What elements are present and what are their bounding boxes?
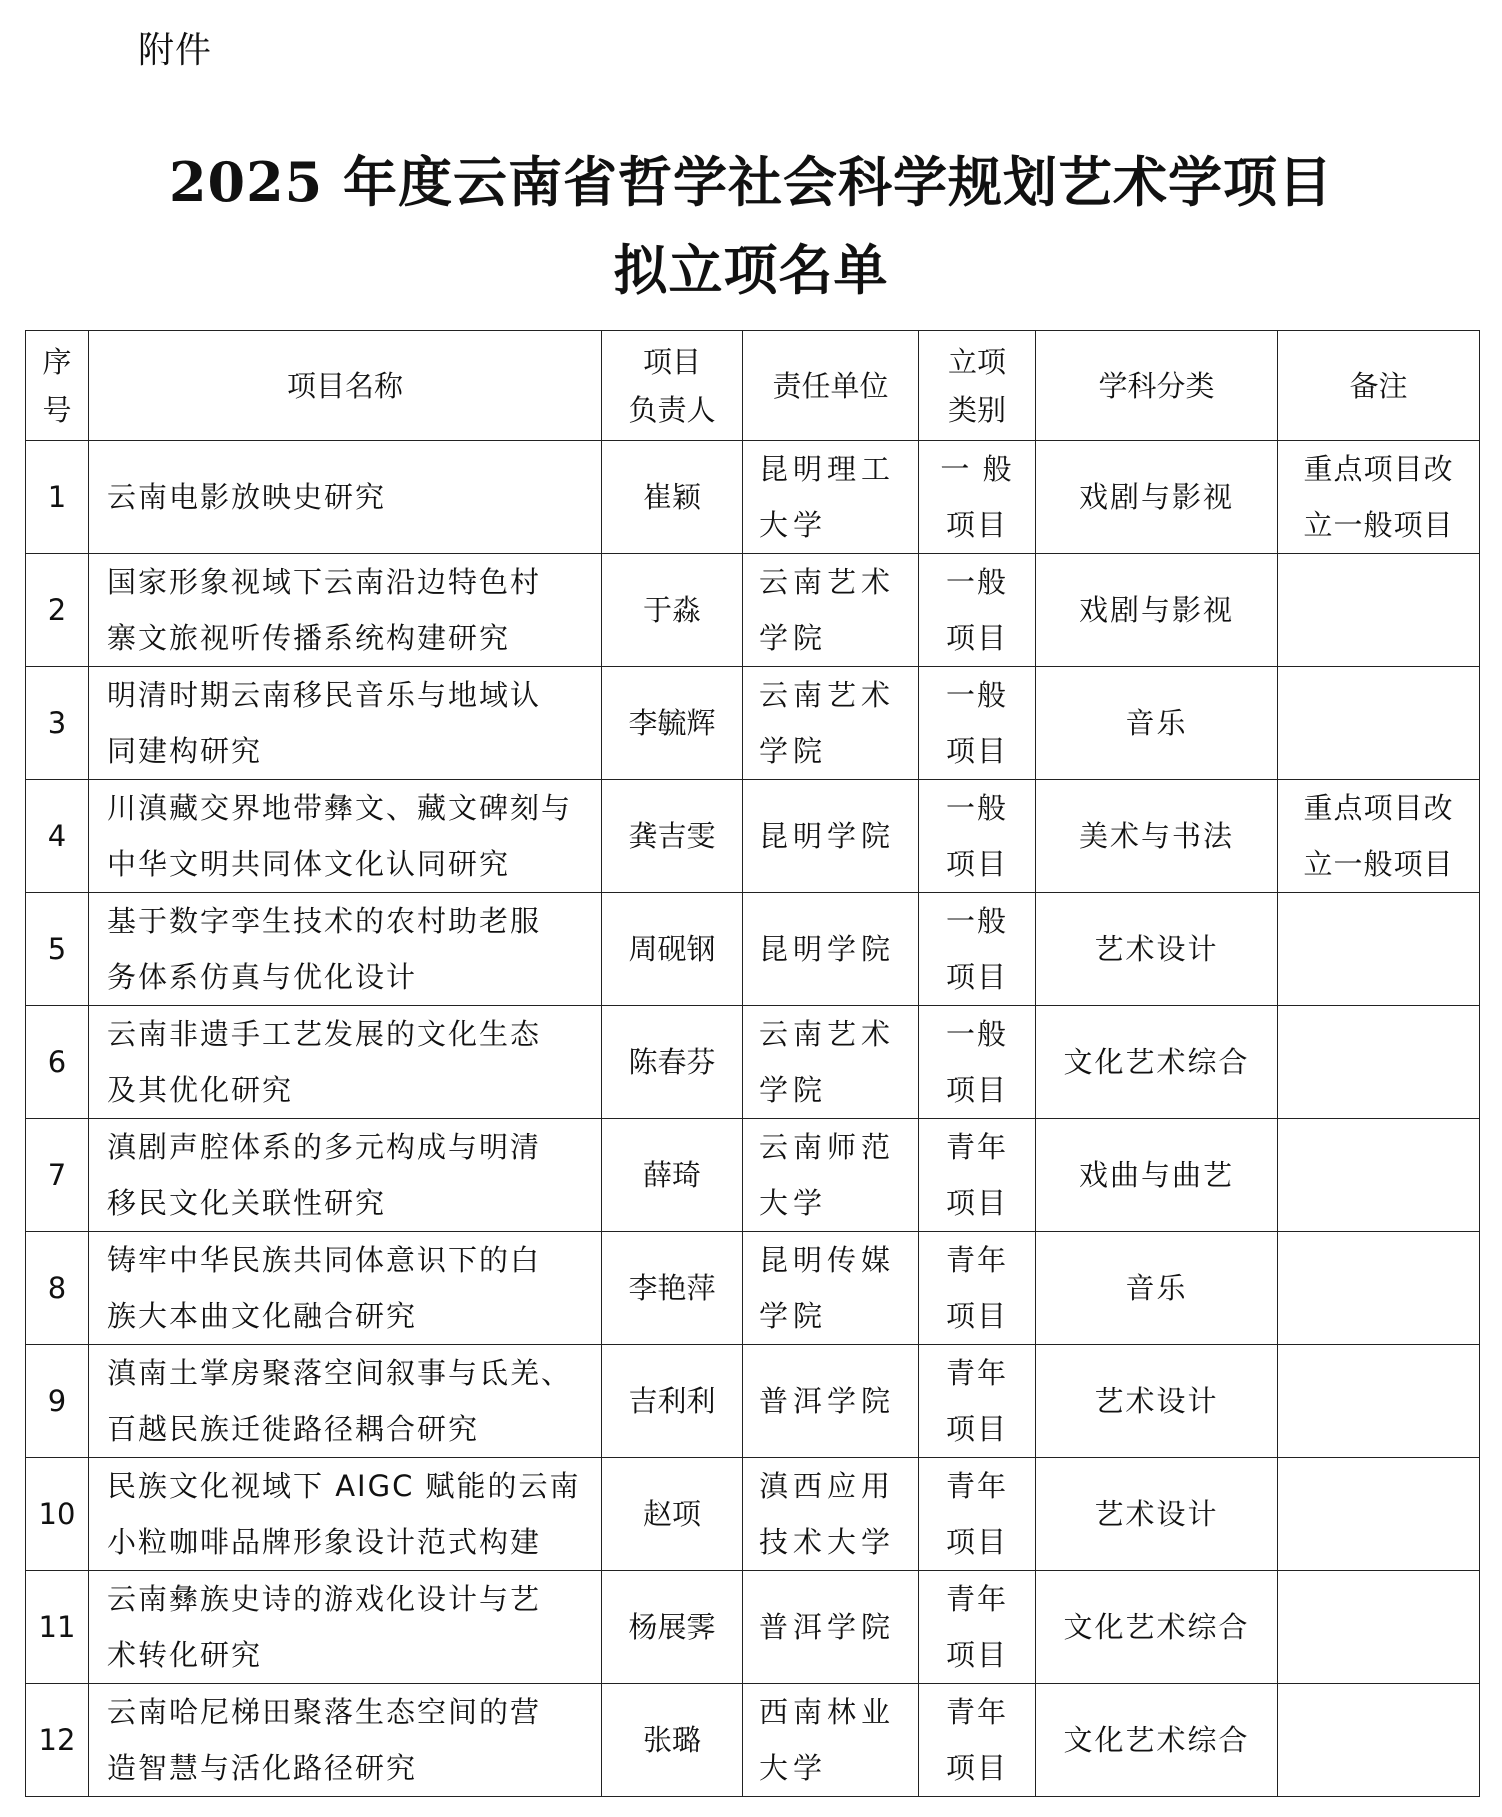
cell-project-name bbox=[89, 1571, 602, 1684]
cell-project-category bbox=[919, 780, 1036, 893]
header-discipline: 学科分类 bbox=[1036, 331, 1278, 441]
cell-note-line: 重点项目改 bbox=[1303, 452, 1454, 486]
cell-responsible-unit-line: 大学 bbox=[759, 508, 828, 542]
cell-serial-number: 12 bbox=[26, 1684, 89, 1797]
cell-project-name bbox=[89, 1684, 602, 1797]
cell-project-category-line: 一般 bbox=[945, 1017, 1008, 1051]
cell-project-name bbox=[89, 667, 602, 780]
cell-project-category bbox=[919, 1571, 1036, 1684]
cell-project-lead: 陈春芬 bbox=[602, 1006, 743, 1119]
cell-project-category bbox=[919, 1345, 1036, 1458]
cell-note bbox=[1278, 893, 1480, 1006]
cell-serial-number: 1 bbox=[26, 441, 89, 554]
cell-project-category bbox=[919, 1006, 1036, 1119]
cell-project-name-line: 务体系仿真与优化设计 bbox=[107, 960, 418, 994]
cell-project-name-line: 云南彝族史诗的游戏化设计与艺 bbox=[107, 1582, 542, 1616]
header-note: 备注 bbox=[1278, 331, 1480, 441]
cell-discipline: 戏曲与曲艺 bbox=[1036, 1119, 1278, 1232]
cell-project-name-line: 族大本曲文化融合研究 bbox=[107, 1299, 418, 1333]
cell-discipline: 音乐 bbox=[1036, 667, 1278, 780]
cell-project-lead: 张璐 bbox=[602, 1684, 743, 1797]
cell-project-category bbox=[919, 893, 1036, 1006]
cell-project-name bbox=[89, 554, 602, 667]
cell-project-category-line: 项目 bbox=[945, 1525, 1008, 1559]
table-row bbox=[26, 1684, 1480, 1797]
cell-project-category-line: 青年 bbox=[945, 1469, 1008, 1503]
cell-project-name-line: 滇剧声腔体系的多元构成与明清 bbox=[107, 1130, 542, 1164]
table-row bbox=[26, 1458, 1480, 1571]
cell-serial-number: 4 bbox=[26, 780, 89, 893]
cell-project-name bbox=[89, 1458, 602, 1571]
cell-discipline: 戏剧与影视 bbox=[1036, 554, 1278, 667]
cell-note-line: 立一般项目 bbox=[1303, 847, 1454, 881]
cell-project-name-line: 云南哈尼梯田聚落生态空间的营 bbox=[107, 1695, 542, 1729]
cell-project-name-line: 移民文化关联性研究 bbox=[107, 1186, 387, 1220]
header-lead-line1: 项目 bbox=[642, 344, 701, 379]
cell-project-category-line: 项目 bbox=[945, 1299, 1008, 1333]
cell-project-name-line: 云南非遗手工艺发展的文化生态 bbox=[107, 1017, 542, 1051]
cell-project-category-line: 一般 bbox=[945, 565, 1008, 599]
cell-project-name-line: 民族文化视域下 AIGC 赋能的云南 bbox=[107, 1469, 581, 1503]
cell-project-name-line: 明清时期云南移民音乐与地域认 bbox=[107, 678, 542, 712]
cell-responsible-unit-line: 昆明学院 bbox=[759, 819, 896, 853]
cell-project-category-line: 青年 bbox=[945, 1243, 1008, 1277]
cell-responsible-unit-line: 滇西应用 bbox=[759, 1469, 896, 1503]
cell-responsible-unit bbox=[743, 1571, 919, 1684]
cell-note-line: 重点项目改 bbox=[1303, 791, 1454, 825]
project-roster-table bbox=[25, 330, 1480, 1797]
cell-responsible-unit-line: 昆明理工 bbox=[759, 452, 896, 486]
cell-project-category bbox=[919, 1119, 1036, 1232]
cell-discipline: 戏剧与影视 bbox=[1036, 441, 1278, 554]
cell-responsible-unit-line: 云南艺术 bbox=[759, 565, 896, 599]
cell-responsible-unit-line: 大学 bbox=[759, 1186, 828, 1220]
cell-responsible-unit-line: 技术大学 bbox=[759, 1525, 896, 1559]
cell-responsible-unit-line: 云南艺术 bbox=[759, 678, 896, 712]
cell-project-category bbox=[919, 1232, 1036, 1345]
cell-project-name bbox=[89, 1119, 602, 1232]
cell-project-name bbox=[89, 1345, 602, 1458]
cell-project-category-line: 项目 bbox=[945, 621, 1008, 655]
cell-serial-number: 3 bbox=[26, 667, 89, 780]
header-serial-line2: 号 bbox=[42, 392, 72, 427]
cell-note bbox=[1278, 667, 1480, 780]
header-serial-number bbox=[26, 331, 89, 441]
cell-discipline: 文化艺术综合 bbox=[1036, 1006, 1278, 1119]
header-serial-line1: 序 bbox=[42, 344, 72, 379]
cell-project-lead: 赵项 bbox=[602, 1458, 743, 1571]
cell-project-category-line: 青年 bbox=[945, 1356, 1008, 1390]
header-category-line2: 类别 bbox=[947, 392, 1006, 427]
cell-responsible-unit-line: 学院 bbox=[759, 1073, 828, 1107]
cell-note bbox=[1278, 441, 1480, 554]
cell-project-category bbox=[919, 667, 1036, 780]
header-lead-line2: 负责人 bbox=[628, 392, 716, 427]
table-row bbox=[26, 667, 1480, 780]
cell-project-name-line: 铸牢中华民族共同体意识下的白 bbox=[107, 1243, 542, 1277]
cell-project-category-line: 项目 bbox=[945, 847, 1008, 881]
cell-responsible-unit bbox=[743, 1232, 919, 1345]
cell-project-name-line: 滇南土掌房聚落空间叙事与氐羌、 bbox=[107, 1356, 573, 1390]
cell-note bbox=[1278, 1571, 1480, 1684]
table-row bbox=[26, 893, 1480, 1006]
cell-project-lead: 周砚钢 bbox=[602, 893, 743, 1006]
cell-project-name bbox=[89, 441, 602, 554]
cell-discipline: 音乐 bbox=[1036, 1232, 1278, 1345]
cell-project-lead: 杨展霁 bbox=[602, 1571, 743, 1684]
cell-responsible-unit bbox=[743, 441, 919, 554]
cell-note bbox=[1278, 1006, 1480, 1119]
header-project-category bbox=[919, 331, 1036, 441]
table-header-row bbox=[26, 331, 1480, 441]
cell-serial-number: 10 bbox=[26, 1458, 89, 1571]
cell-project-category bbox=[919, 441, 1036, 554]
document-title-line2: 拟立项名单 bbox=[613, 238, 889, 302]
table-row bbox=[26, 554, 1480, 667]
cell-project-name-line: 术转化研究 bbox=[107, 1638, 263, 1672]
cell-responsible-unit-line: 大学 bbox=[759, 1751, 828, 1785]
table-row bbox=[26, 780, 1480, 893]
cell-discipline: 美术与书法 bbox=[1036, 780, 1278, 893]
cell-responsible-unit-line: 西南林业 bbox=[759, 1695, 896, 1729]
header-category-line1: 立项 bbox=[947, 344, 1006, 379]
table-row bbox=[26, 1119, 1480, 1232]
cell-note-line: 立一般项目 bbox=[1303, 508, 1454, 542]
cell-discipline: 艺术设计 bbox=[1036, 1345, 1278, 1458]
cell-discipline: 艺术设计 bbox=[1036, 893, 1278, 1006]
cell-responsible-unit bbox=[743, 667, 919, 780]
cell-responsible-unit bbox=[743, 1119, 919, 1232]
cell-responsible-unit bbox=[743, 893, 919, 1006]
table-row bbox=[26, 1345, 1480, 1458]
cell-project-lead: 吉利利 bbox=[602, 1345, 743, 1458]
cell-responsible-unit-line: 普洱学院 bbox=[759, 1384, 896, 1418]
cell-project-category-line: 项目 bbox=[945, 960, 1008, 994]
cell-project-name-line: 及其优化研究 bbox=[107, 1073, 294, 1107]
cell-responsible-unit-line: 云南艺术 bbox=[759, 1017, 896, 1051]
table-row bbox=[26, 441, 1480, 554]
cell-responsible-unit bbox=[743, 1458, 919, 1571]
table-body bbox=[26, 441, 1480, 1797]
cell-project-name-line: 国家形象视域下云南沿边特色村 bbox=[107, 565, 542, 599]
cell-responsible-unit bbox=[743, 780, 919, 893]
cell-project-name-line: 百越民族迁徙路径耦合研究 bbox=[107, 1412, 480, 1446]
cell-project-category-line: 一般 bbox=[945, 678, 1008, 712]
attachment-label: 附件 bbox=[138, 30, 213, 71]
cell-responsible-unit-line: 学院 bbox=[759, 1299, 828, 1333]
cell-project-category-line: 项目 bbox=[945, 734, 1008, 768]
cell-project-category bbox=[919, 554, 1036, 667]
cell-project-category-line: 项目 bbox=[945, 1638, 1008, 1672]
cell-project-name bbox=[89, 1006, 602, 1119]
cell-serial-number: 2 bbox=[26, 554, 89, 667]
cell-note bbox=[1278, 1119, 1480, 1232]
cell-responsible-unit bbox=[743, 1684, 919, 1797]
cell-project-category-line: 青年 bbox=[945, 1582, 1008, 1616]
cell-project-category-line: 项目 bbox=[945, 1412, 1008, 1446]
cell-project-name-line: 造智慧与活化路径研究 bbox=[107, 1751, 418, 1785]
cell-note bbox=[1278, 1232, 1480, 1345]
cell-responsible-unit bbox=[743, 1345, 919, 1458]
cell-project-category-line: 一 般 bbox=[940, 452, 1014, 486]
cell-project-lead: 李艳萍 bbox=[602, 1232, 743, 1345]
cell-note bbox=[1278, 1684, 1480, 1797]
cell-discipline: 文化艺术综合 bbox=[1036, 1571, 1278, 1684]
cell-project-category bbox=[919, 1458, 1036, 1571]
cell-project-category-line: 项目 bbox=[945, 1186, 1008, 1220]
cell-note bbox=[1278, 1345, 1480, 1458]
cell-project-name-line: 寨文旅视听传播系统构建研究 bbox=[107, 621, 511, 655]
cell-serial-number: 7 bbox=[26, 1119, 89, 1232]
cell-project-name bbox=[89, 1232, 602, 1345]
cell-project-name-line: 小粒咖啡品牌形象设计范式构建 bbox=[107, 1525, 542, 1559]
cell-discipline: 艺术设计 bbox=[1036, 1458, 1278, 1571]
cell-responsible-unit-line: 普洱学院 bbox=[759, 1610, 896, 1644]
cell-responsible-unit-line: 学院 bbox=[759, 621, 828, 655]
cell-project-category-line: 一般 bbox=[945, 791, 1008, 825]
cell-serial-number: 9 bbox=[26, 1345, 89, 1458]
cell-serial-number: 5 bbox=[26, 893, 89, 1006]
cell-serial-number: 6 bbox=[26, 1006, 89, 1119]
cell-project-category-line: 一般 bbox=[945, 904, 1008, 938]
cell-discipline: 文化艺术综合 bbox=[1036, 1684, 1278, 1797]
cell-project-name bbox=[89, 780, 602, 893]
cell-serial-number: 11 bbox=[26, 1571, 89, 1684]
cell-project-name bbox=[89, 893, 602, 1006]
cell-project-name-line: 同建构研究 bbox=[107, 734, 263, 768]
cell-serial-number: 8 bbox=[26, 1232, 89, 1345]
cell-project-lead: 龚吉雯 bbox=[602, 780, 743, 893]
document-title-line1: 2025 年度云南省哲学社会科学规划艺术学项目 bbox=[168, 150, 1334, 214]
cell-responsible-unit-line: 昆明学院 bbox=[759, 932, 896, 966]
cell-project-category-line: 项目 bbox=[945, 1073, 1008, 1107]
header-project-lead bbox=[602, 331, 743, 441]
cell-project-category-line: 项目 bbox=[945, 1751, 1008, 1785]
cell-project-lead: 崔颖 bbox=[602, 441, 743, 554]
cell-note bbox=[1278, 554, 1480, 667]
header-project-name: 项目名称 bbox=[89, 331, 602, 441]
cell-project-name-line: 云南电影放映史研究 bbox=[107, 480, 387, 514]
cell-note bbox=[1278, 1458, 1480, 1571]
cell-responsible-unit-line: 学院 bbox=[759, 734, 828, 768]
cell-project-name-line: 中华文明共同体文化认同研究 bbox=[107, 847, 511, 881]
cell-responsible-unit-line: 昆明传媒 bbox=[759, 1243, 896, 1277]
cell-project-lead: 于淼 bbox=[602, 554, 743, 667]
table-row bbox=[26, 1232, 1480, 1345]
cell-project-lead: 李毓辉 bbox=[602, 667, 743, 780]
cell-project-category-line: 青年 bbox=[945, 1130, 1008, 1164]
table-row bbox=[26, 1571, 1480, 1684]
cell-responsible-unit bbox=[743, 1006, 919, 1119]
cell-project-lead: 薛琦 bbox=[602, 1119, 743, 1232]
table-row bbox=[26, 1006, 1480, 1119]
cell-responsible-unit bbox=[743, 554, 919, 667]
cell-project-category bbox=[919, 1684, 1036, 1797]
cell-project-category-line: 项目 bbox=[945, 508, 1008, 542]
cell-project-name-line: 川滇藏交界地带彝文、藏文碑刻与 bbox=[107, 791, 573, 825]
cell-note bbox=[1278, 780, 1480, 893]
cell-project-name-line: 基于数字孪生技术的农村助老服 bbox=[107, 904, 542, 938]
cell-project-category-line: 青年 bbox=[945, 1695, 1008, 1729]
header-responsible-unit: 责任单位 bbox=[743, 331, 919, 441]
cell-responsible-unit-line: 云南师范 bbox=[759, 1130, 896, 1164]
